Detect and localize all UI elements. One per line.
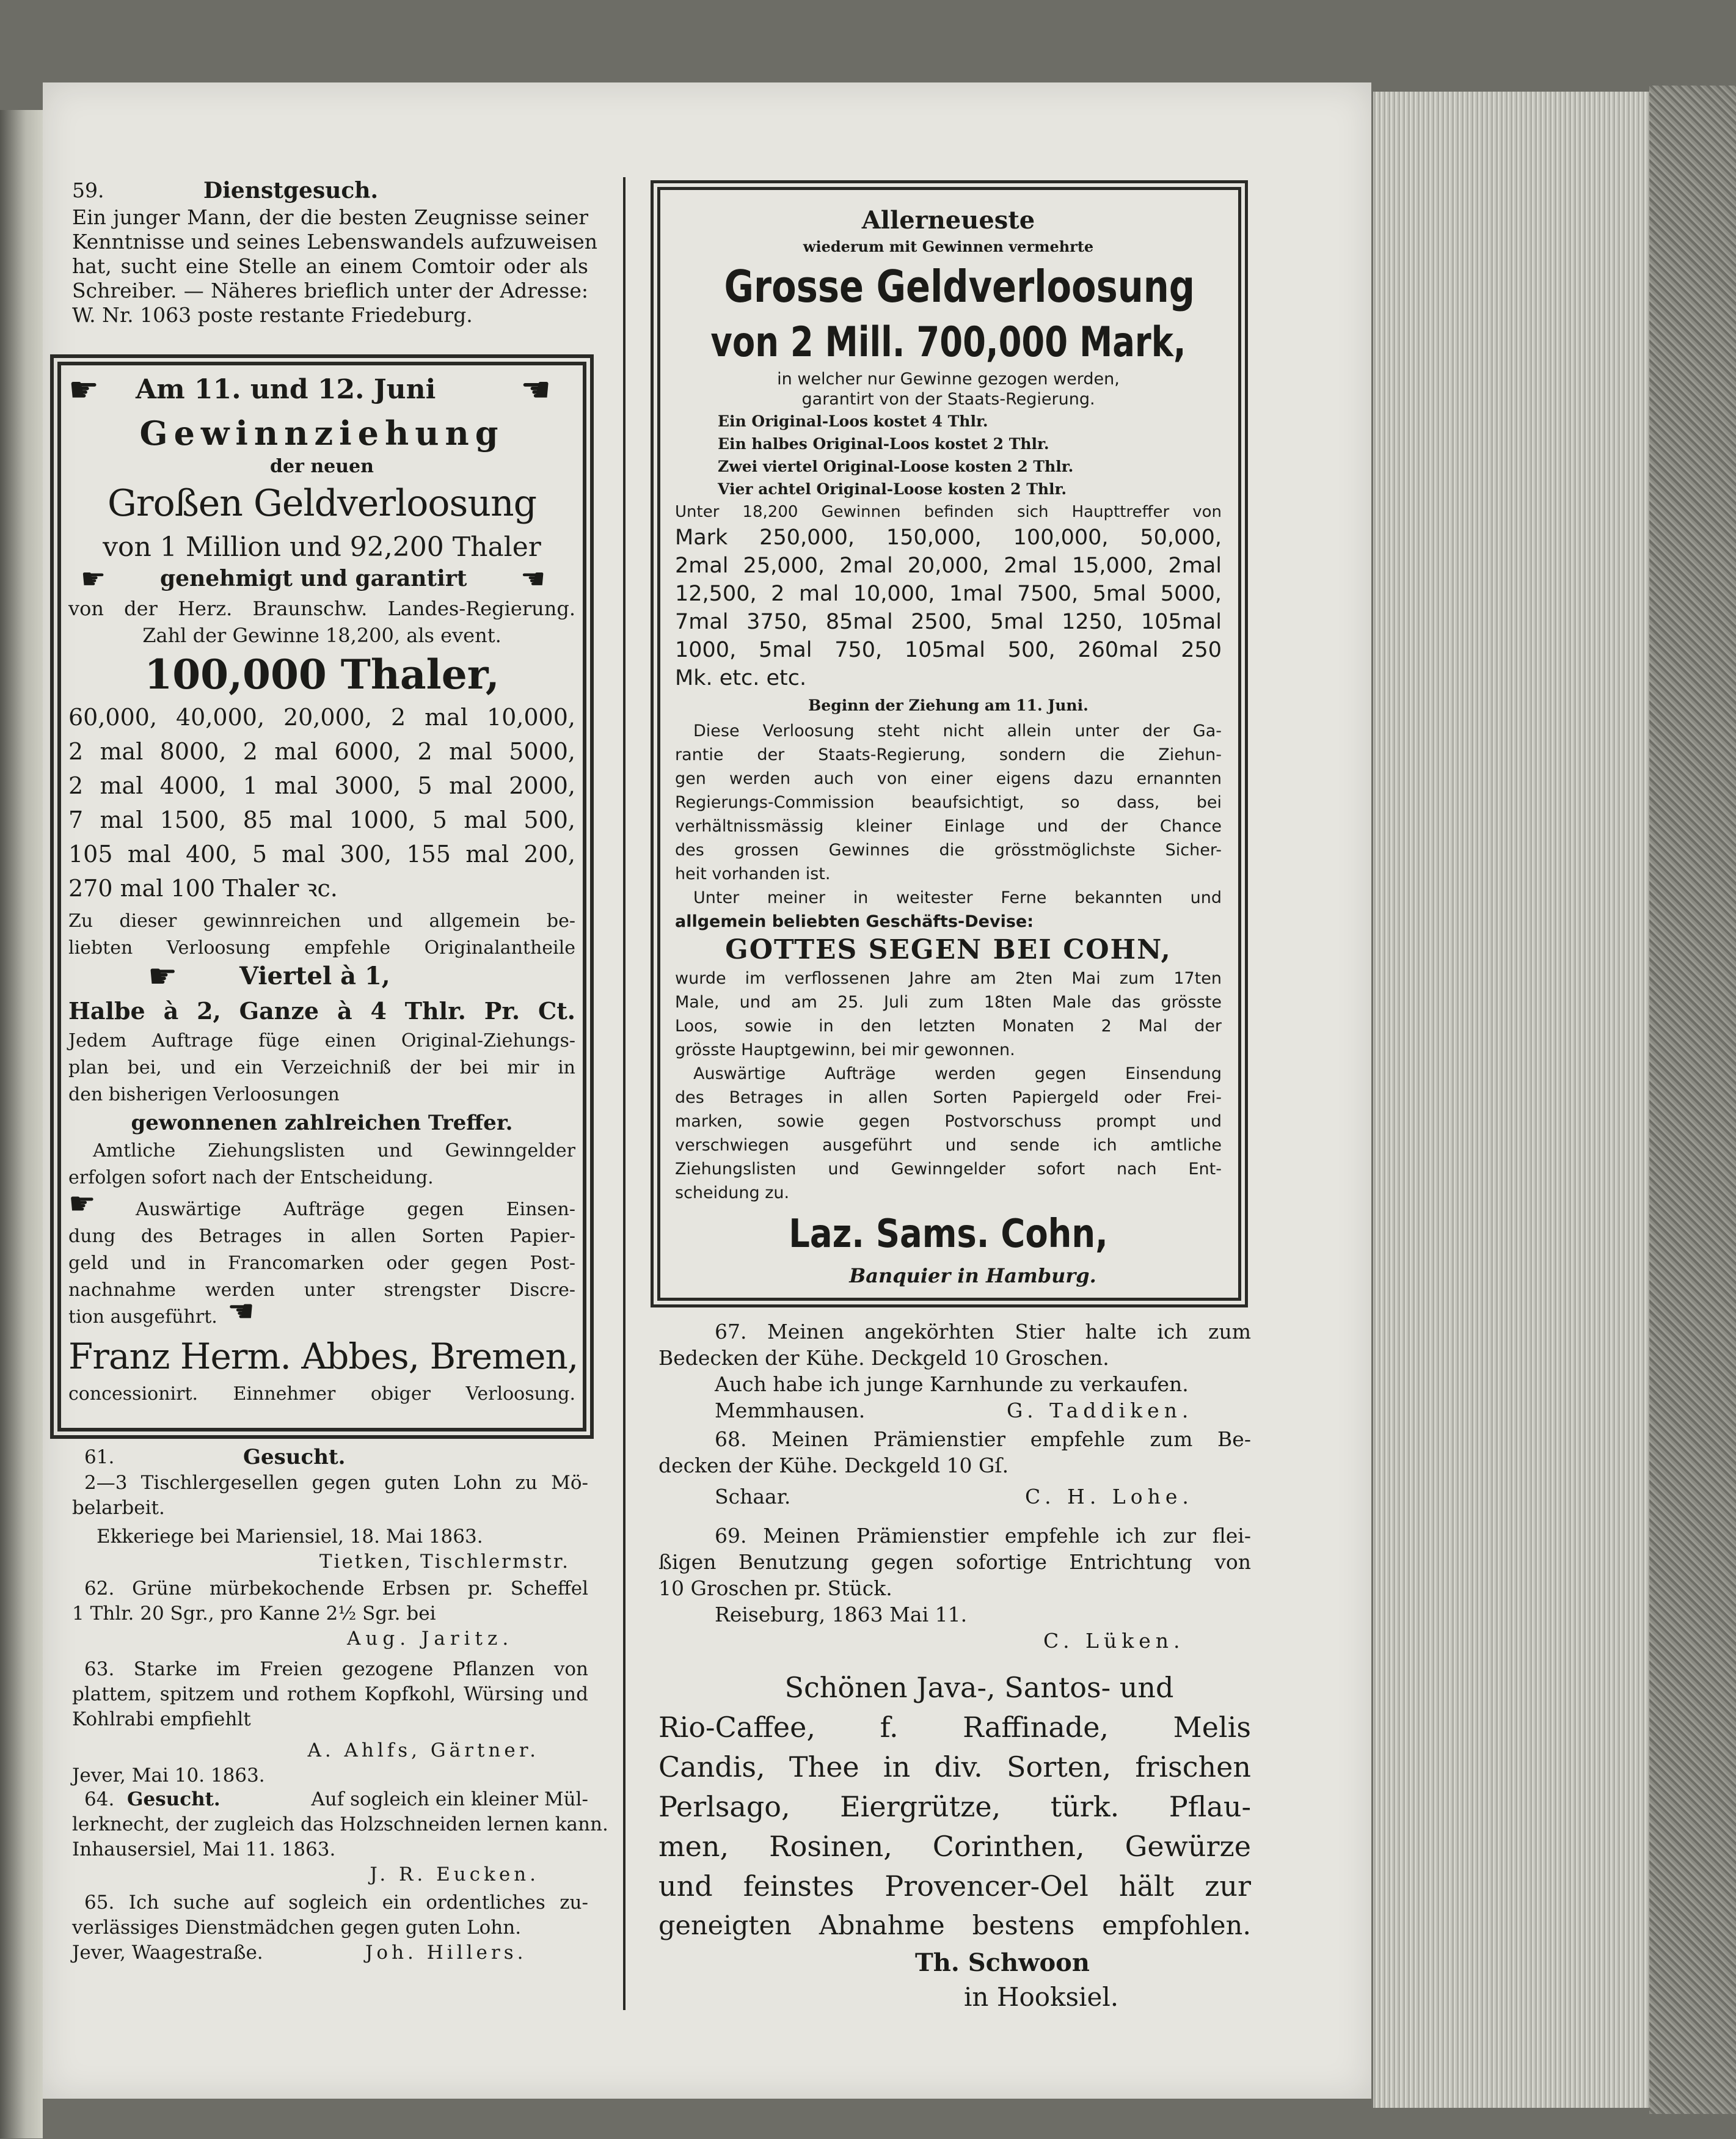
ad-headline: Grosse Geldverloosung (724, 261, 1195, 312)
text-line: 67. Meinen angekörhten Stier halte ich zum (715, 1320, 1251, 1344)
signature: G. Taddiken. (1007, 1399, 1194, 1422)
ad-text: Auswärtige Aufträge werden gegen Einsendung (693, 1064, 1222, 1083)
pointing-hand-icon: ☛ (227, 1293, 255, 1329)
ad-text-large: men, Rosinen, Corinthen, Gewürze (658, 1830, 1251, 1863)
text-line: 62. Grüne mürbekochende Erbsen pr. Scheffel (84, 1578, 588, 1600)
signature: C. Lüken. (1043, 1629, 1185, 1653)
book-page-edges (1371, 92, 1651, 2108)
prize-line: 2 mal 4000, 1 mal 3000, 5 mal 2000, (68, 772, 575, 799)
ad-text: Zu dieser gewinnreichen und allgemein be- (68, 910, 575, 932)
signature: A. Ahlfs, Gärtner. (307, 1739, 539, 1761)
signature: C. H. Lohe. (1025, 1485, 1194, 1508)
pointing-hand-icon: ☛ (68, 370, 100, 410)
ad-text-large: Schönen Java-, Santos- und (784, 1671, 1174, 1704)
prize-line: 7 mal 1500, 85 mal 1000, 5 mal 500, (68, 806, 575, 833)
signature: Joh. Hillers. (365, 1942, 527, 1964)
ad-text-bold: gewonnenen zahlreichen Treffer. (131, 1111, 513, 1135)
facing-page-edge (0, 110, 43, 2138)
ad-63 (72, 1657, 588, 1788)
ad-text: des Betrages in allen Sorten Papiergeld oder Frei- (675, 1088, 1222, 1107)
text-line: plattem, spitzem und rothem Kopfkohl, Würsing und (72, 1683, 588, 1705)
signature: Tietken, Tischlermstr. (319, 1551, 570, 1573)
ad-69 (658, 1523, 1251, 1654)
ad-top-prize: 100,000 Thaler, (144, 651, 500, 698)
pointing-hand-icon: ☛ (520, 562, 546, 595)
ad-number: 64. (84, 1788, 115, 1810)
ad-firm-name: Laz. Sams. Cohn, (789, 1212, 1108, 1257)
ad-text: Regierungs-Commission beaufsichtigt, so dass, bei (675, 793, 1222, 812)
ad-headline: Gewinnziehung (139, 414, 505, 453)
text-line: Auch habe ich junge Karnhunde zu verkaufen. (715, 1372, 1189, 1396)
ad-headline-small: Allerneueste (861, 206, 1035, 235)
ad-text-large: Perlsago, Eiergrütze, türk. Pflau- (658, 1790, 1251, 1823)
ad-lottery-cohn (675, 205, 1222, 1288)
text-line: 1 Thlr. 20 Sgr., pro Kanne 2½ Sgr. bei (72, 1603, 436, 1625)
price-line: Ein Original-Loos kostet 4 Thlr. (718, 412, 988, 430)
text-line: 68. Meinen Prämienstier empfehle zum Be- (715, 1427, 1251, 1451)
ad-subline: der neuen (270, 456, 374, 477)
pointing-hand-icon: ☛ (81, 562, 106, 595)
ad-text: des grossen Gewinnes die grösstmöglichste Sicher- (675, 841, 1222, 860)
text-line: Auf sogleich ein kleiner Mül- (311, 1788, 588, 1810)
place-date: Reiseburg, 1863 Mai 11. (715, 1603, 968, 1626)
ad-text: rantie der Staats-Regierung, sondern die Ziehun- (675, 745, 1222, 764)
ad-lottery-abbes (68, 370, 578, 1406)
loose-prices (675, 410, 1222, 500)
text-line: 10 Groschen pr. Stück. (658, 1576, 892, 1600)
ad-text: den bisherigen Verloosungen (68, 1084, 340, 1105)
prize-list (675, 500, 1222, 692)
ad-groceries-schwoon (658, 1668, 1251, 2014)
ad-text: Male, und am 25. Juli zum 18ten Male das grösste (675, 993, 1222, 1012)
ad-subline: in welcher nur Gewinne gezogen werden, (777, 370, 1120, 389)
text-line: Bedecken der Kühe. Deckgeld 10 Groschen. (658, 1346, 1109, 1370)
prize-line: 2mal 25,000, 2mal 20,000, 2mal 15,000, 2mal (675, 554, 1222, 578)
ad-subline: wiederum mit Gewinnen vermehrte (803, 238, 1094, 255)
ad-headline-amount: von 1 Million und 92,200 Thaler (103, 532, 541, 563)
prize-line: 12,500, 2 mal 10,000, 1mal 7500, 5mal 5000, (675, 582, 1222, 606)
ad-number: 59. (72, 178, 104, 202)
ad-date-line: Am 11. und 12. Juni (136, 374, 436, 405)
text-line: ßigen Benutzung gegen sofortige Entrichtung von (658, 1550, 1251, 1574)
ad-text: Diese Verloosung steht nicht allein unter der Ga- (693, 722, 1222, 740)
prize-line: 1000, 5mal 750, 105mal 500, 260mal 250 (675, 638, 1222, 662)
text-line: Kenntnisse und seines Lebenswandels aufzuweisen (72, 230, 598, 254)
ad-text: gen werden auch von einer eigens dazu ernannten (675, 769, 1222, 788)
prize-line: 105 mal 400, 5 mal 300, 155 mal 200, (68, 841, 575, 868)
signature: J. R. Eucken. (370, 1863, 539, 1885)
ad-text: Loos, sowie in den letzten Monaten 2 Mal der (675, 1017, 1222, 1036)
ad-firm-subtitle: concessionirt. Einnehmer obiger Verloosung. (68, 1383, 575, 1405)
ad-67 (658, 1318, 1251, 1424)
text-line: 2—3 Tischlergesellen gegen guten Lohn zu Mö- (84, 1472, 588, 1494)
ad-firm-subtitle: Banquier in Hamburg. (849, 1264, 1096, 1287)
text-line: Ein junger Mann, der die besten Zeugnisse seiner (72, 205, 588, 229)
ad-text: tion ausgeführt. (68, 1306, 217, 1328)
signature: Th. Schwoon (915, 1948, 1090, 1977)
price-line: Ein halbes Original-Loos kostet 2 Thlr. (718, 435, 1049, 453)
text-line: Schreiber. — Näheres brieflich unter der Adresse: (72, 279, 588, 302)
column-divider (623, 177, 625, 2010)
text-line: belarbeit. (72, 1497, 165, 1519)
signature: Aug. Jaritz. (347, 1628, 514, 1650)
place-date: Memmhausen. (715, 1399, 866, 1422)
price-line: Zwei viertel Original-Loose kosten 2 Thlr. (718, 458, 1074, 475)
ad-text: plan bei, und ein Verzeichniß der bei mir in (68, 1057, 575, 1078)
ad-text-large: Candis, Thee in div. Sorten, frischen (658, 1750, 1251, 1783)
prize-line: 270 mal 100 Thaler ꝛc. (68, 875, 338, 902)
ad-text: wurde im verflossenen Jahre am 2ten Mai zum 17ten (675, 969, 1222, 988)
text-line: hat, sucht eine Stelle an einem Comtoir oder als (72, 254, 588, 278)
ad-text: grösste Hauptgewinn, bei mir gewonnen. (675, 1040, 1015, 1059)
ad-59 (72, 178, 598, 327)
place-date: Ekkeriege bei Mariensiel, 18. Mai 1863. (97, 1526, 483, 1548)
signature: in Hooksiel. (964, 1982, 1119, 2012)
ad-firm-name: Franz Herm. Abbes, Bremen, (68, 1336, 578, 1377)
ad-text: nachnahme werden unter strengster Discre- (68, 1279, 575, 1301)
ad-61 (72, 1445, 588, 1574)
text-line: decken der Kühe. Deckgeld 10 Gſ. (658, 1453, 1009, 1477)
text-line: 69. Meinen Prämienstier empfehle ich zur flei- (715, 1524, 1251, 1548)
ad-text: Unter meiner in weitester Ferne bekannten und (693, 888, 1222, 907)
ad-68 (658, 1426, 1251, 1510)
ad-text: erfolgen sofort nach der Entscheidung. (68, 1167, 434, 1188)
ad-65 (72, 1890, 588, 1965)
ad-64 (72, 1787, 608, 1887)
ad-text: geld und in Francomarken oder gegen Post- (68, 1252, 575, 1274)
ad-title: Gesucht. (243, 1445, 346, 1469)
ad-text-large: geneigten Abnahme bestens empfohlen. (658, 1910, 1251, 1941)
ad-text-large: und feinstes Provencer-Oel hält zur (658, 1870, 1251, 1903)
text-line: verlässiges Dienstmädchen gegen guten Lohn. (72, 1917, 522, 1939)
prize-line: Unter 18,200 Gewinnen befinden sich Haupttreffer von (675, 503, 1222, 521)
ad-text: Zahl der Gewinne 18,200, als event. (142, 624, 501, 647)
prize-line: 2 mal 8000, 2 mal 6000, 2 mal 5000, (68, 738, 575, 765)
prize-line: 7mal 3750, 85mal 2500, 5mal 1250, 105mal (675, 610, 1222, 634)
prize-line: 60,000, 40,000, 20,000, 2 mal 10,000, (68, 704, 575, 731)
price-line: Vier achtel Original-Loose kosten 2 Thlr. (718, 480, 1067, 498)
ad-approval: genehmigt und garantirt (160, 566, 467, 591)
pointing-hand-icon: ☛ (68, 1186, 96, 1221)
ad-text: Ziehungslisten und Gewinngelder sofort nach Ent- (675, 1160, 1222, 1179)
ad-text: verhältnissmässig kleiner Einlage und der Chance (675, 817, 1222, 836)
text-line: 63. Starke im Freien gezogene Pflanzen von (84, 1658, 588, 1680)
ad-text: allgemein beliebten Geschäfts-Devise: (675, 912, 1034, 931)
ad-text: marken, sowie gegen Postvorschuss prompt und (675, 1112, 1222, 1131)
text-line: lerknecht, der zugleich das Holzschneiden lernen kann. (72, 1813, 608, 1835)
prize-line: Mark 250,000, 150,000, 100,000, 50,000, (675, 525, 1222, 550)
draw-start: Beginn der Ziehung am 11. Juni. (808, 697, 1089, 714)
business-motto: GOTTES SEGEN BEI COHN, (725, 934, 1172, 965)
text-line: 65. Ich suche auf sogleich ein ordentliches zu- (84, 1892, 588, 1914)
ad-text: scheidung zu. (675, 1183, 790, 1202)
ad-headline-amount: von 2 Mill. 700,000 Mark, (710, 318, 1186, 367)
pointing-hand-icon: ☛ (148, 957, 178, 995)
ad-subline: garantirt von der Staats-Regierung. (801, 390, 1095, 409)
ad-title: Gesucht. (127, 1788, 221, 1810)
place-date: Inhausersiel, Mai 11. 1863. (72, 1838, 336, 1860)
ad-number: 61. (84, 1446, 115, 1468)
text-line: W. Nr. 1063 poste restante Friedeburg. (72, 303, 473, 327)
ad-62 (72, 1576, 588, 1651)
ad-text: Amtliche Ziehungslisten und Gewinngelder (93, 1140, 575, 1161)
ad-price-quarter: Viertel à 1, (239, 962, 390, 990)
ad-text: verschwiegen ausgeführt und sende ich amtliche (675, 1136, 1222, 1155)
book-cover (1649, 86, 1736, 2114)
text-line: Kohlrabi empfiehlt (72, 1708, 251, 1730)
ad-text: Auswärtige Aufträge gegen Einsen- (136, 1199, 575, 1220)
place-date: Jever, Mai 10. 1863. (72, 1764, 265, 1786)
ad-text-large: Rio-Caffee, f. Raffinade, Melis (658, 1711, 1251, 1744)
ad-text: liebten Verloosung empfehle Originalantheile (68, 937, 575, 959)
ad-text: heit vorhanden ist. (675, 865, 831, 883)
place-date: Jever, Waagestraße. (72, 1942, 263, 1964)
ad-text: von der Herz. Braunschw. Landes-Regierung. (68, 597, 575, 620)
prize-line: Mk. etc. etc. (675, 666, 807, 690)
ad-text: dung des Betrages in allen Sorten Papier- (68, 1226, 575, 1247)
ad-text: Jedem Auftrage füge einen Original-Ziehungs- (68, 1030, 575, 1051)
pointing-hand-icon: ☛ (520, 370, 552, 410)
ad-headline-large: Großen Geldverloosung (107, 482, 537, 525)
place-date: Schaar. (715, 1485, 791, 1508)
ad-price-half-whole: Halbe à 2, Ganze à 4 Thlr. Pr. Ct. (68, 997, 575, 1025)
ad-title: Dienstgesuch. (203, 178, 379, 203)
prize-list (68, 700, 575, 905)
